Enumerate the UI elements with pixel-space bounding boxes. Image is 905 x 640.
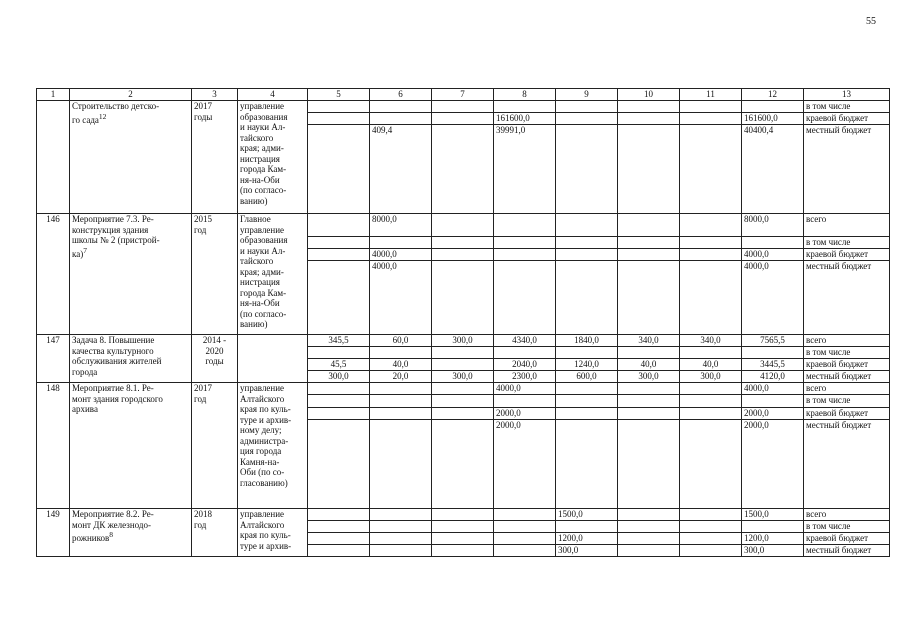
row-number-cell: 148 bbox=[37, 383, 70, 509]
value-cell: 3445,5 bbox=[742, 359, 804, 371]
value-cell: 1200,0 bbox=[742, 533, 804, 545]
value-cell bbox=[494, 261, 556, 335]
funding-source-cell: местный бюджет bbox=[804, 420, 890, 509]
column-numbers-row bbox=[37, 89, 890, 101]
value-cell bbox=[618, 533, 680, 545]
executor-cell: управление Алтайского края по куль- туре и архив- ному делу; администра- ция города Камня-на- Оби (по со- гласованию) bbox=[238, 383, 308, 509]
value-cell bbox=[618, 509, 680, 521]
value-cell bbox=[308, 101, 370, 113]
column-header: 7 bbox=[432, 89, 494, 101]
value-cell: 2000,0 bbox=[742, 420, 804, 509]
measure-name-cell: Строительство детско- го сада$^{12}$ bbox=[70, 101, 192, 214]
row-number-cell: 147 bbox=[37, 335, 70, 383]
value-cell bbox=[618, 521, 680, 533]
value-cell bbox=[432, 347, 494, 359]
column-header: 8 bbox=[494, 89, 556, 101]
column-header: 2 bbox=[70, 89, 192, 101]
executor-cell: управление Алтайского края по куль- туре и архив- bbox=[238, 509, 308, 557]
value-cell: 1840,0 bbox=[556, 335, 618, 347]
value-cell bbox=[742, 521, 804, 533]
years-cell: 2017 год bbox=[192, 383, 238, 509]
value-cell bbox=[494, 533, 556, 545]
column-header: 9 bbox=[556, 89, 618, 101]
value-cell bbox=[494, 237, 556, 249]
value-cell: 60,0 bbox=[370, 335, 432, 347]
column-header: 5 bbox=[308, 89, 370, 101]
value-cell: 4000,0 bbox=[494, 383, 556, 395]
value-cell bbox=[432, 509, 494, 521]
value-cell bbox=[618, 237, 680, 249]
value-cell bbox=[494, 521, 556, 533]
page-number: 55 bbox=[866, 16, 876, 27]
executor-cell: Главное управление образования и науки Ал- тайского края; адми- нистрация города Кам- ня-на-Оби (по согласо- ванию) bbox=[238, 214, 308, 335]
table-row bbox=[37, 383, 890, 395]
funding-source-cell: всего bbox=[804, 383, 890, 395]
value-cell bbox=[308, 533, 370, 545]
value-cell: 4000,0 bbox=[370, 249, 432, 261]
value-cell: 1240,0 bbox=[556, 359, 618, 371]
measure-name-cell: Мероприятие 7.3. Ре- конструкция здания школы № 2 (пристрой- ка)$^7$ bbox=[70, 214, 192, 335]
value-cell: 2040,0 bbox=[494, 359, 556, 371]
funding-source-cell: краевой бюджет bbox=[804, 408, 890, 420]
funding-source-cell: всего bbox=[804, 335, 890, 347]
value-cell bbox=[432, 125, 494, 214]
value-cell bbox=[494, 347, 556, 359]
value-cell bbox=[618, 545, 680, 557]
value-cell bbox=[432, 395, 494, 408]
value-cell: 4340,0 bbox=[494, 335, 556, 347]
value-cell bbox=[432, 214, 494, 237]
column-header: 1 bbox=[37, 89, 70, 101]
funding-source-cell: всего bbox=[804, 509, 890, 521]
value-cell: 40,0 bbox=[680, 359, 742, 371]
value-cell bbox=[308, 237, 370, 249]
value-cell: 1200,0 bbox=[556, 533, 618, 545]
value-cell bbox=[432, 521, 494, 533]
value-cell bbox=[370, 113, 432, 125]
value-cell bbox=[680, 113, 742, 125]
years-cell: 2014 - 2020 годы bbox=[192, 335, 238, 383]
table-row bbox=[37, 335, 890, 347]
value-cell bbox=[308, 521, 370, 533]
value-cell bbox=[618, 101, 680, 113]
value-cell: 40400,4 bbox=[742, 125, 804, 214]
value-cell bbox=[556, 113, 618, 125]
funding-source-cell: всего bbox=[804, 214, 890, 237]
value-cell bbox=[556, 383, 618, 395]
value-cell: 20,0 bbox=[370, 371, 432, 383]
value-cell: 345,5 bbox=[308, 335, 370, 347]
value-cell bbox=[680, 509, 742, 521]
value-cell bbox=[370, 533, 432, 545]
value-cell: 40,0 bbox=[370, 359, 432, 371]
value-cell bbox=[308, 113, 370, 125]
value-cell bbox=[618, 408, 680, 420]
value-cell: 8000,0 bbox=[370, 214, 432, 237]
column-header: 12 bbox=[742, 89, 804, 101]
value-cell: 2300,0 bbox=[494, 371, 556, 383]
value-cell bbox=[742, 347, 804, 359]
value-cell bbox=[680, 420, 742, 509]
value-cell bbox=[680, 408, 742, 420]
funding-source-cell: в том числе bbox=[804, 347, 890, 359]
value-cell bbox=[742, 237, 804, 249]
value-cell bbox=[370, 383, 432, 395]
value-cell bbox=[618, 420, 680, 509]
value-cell bbox=[432, 420, 494, 509]
funding-source-cell: краевой бюджет bbox=[804, 249, 890, 261]
value-cell bbox=[308, 125, 370, 214]
value-cell: 300,0 bbox=[742, 545, 804, 557]
row-number-cell bbox=[37, 101, 70, 214]
value-cell bbox=[308, 347, 370, 359]
value-cell: 4000,0 bbox=[370, 261, 432, 335]
value-cell bbox=[432, 249, 494, 261]
value-cell bbox=[494, 249, 556, 261]
value-cell: 45,5 bbox=[308, 359, 370, 371]
years-cell: 2017 годы bbox=[192, 101, 238, 214]
value-cell bbox=[556, 261, 618, 335]
value-cell bbox=[680, 101, 742, 113]
value-cell bbox=[370, 509, 432, 521]
value-cell: 2000,0 bbox=[742, 408, 804, 420]
funding-source-cell: местный бюджет bbox=[804, 261, 890, 335]
value-cell: 161600,0 bbox=[494, 113, 556, 125]
funding-source-cell: местный бюджет bbox=[804, 371, 890, 383]
funding-source-cell: краевой бюджет bbox=[804, 359, 890, 371]
value-cell bbox=[680, 533, 742, 545]
value-cell bbox=[308, 214, 370, 237]
value-cell: 409,4 bbox=[370, 125, 432, 214]
value-cell: 300,0 bbox=[680, 371, 742, 383]
value-cell bbox=[370, 347, 432, 359]
value-cell: 4120,0 bbox=[742, 371, 804, 383]
value-cell bbox=[432, 545, 494, 557]
value-cell: 600,0 bbox=[556, 371, 618, 383]
executor-cell: управление образования и науки Ал- тайского края; адми- нистрация города Кам- ня-на-Оби (по согласо- ванию) bbox=[238, 101, 308, 214]
measure-name-cell: Задача 8. Повышение качества культурного обслуживания жителей города bbox=[70, 335, 192, 383]
funding-source-cell: в том числе bbox=[804, 101, 890, 113]
value-cell: 4000,0 bbox=[742, 261, 804, 335]
value-cell bbox=[370, 545, 432, 557]
value-cell bbox=[618, 125, 680, 214]
funding-source-cell: местный бюджет bbox=[804, 545, 890, 557]
column-header: 11 bbox=[680, 89, 742, 101]
value-cell bbox=[618, 113, 680, 125]
value-cell: 1500,0 bbox=[742, 509, 804, 521]
value-cell bbox=[680, 395, 742, 408]
value-cell: 2000,0 bbox=[494, 420, 556, 509]
value-cell bbox=[556, 125, 618, 214]
funding-source-cell: в том числе bbox=[804, 521, 890, 533]
value-cell: 340,0 bbox=[618, 335, 680, 347]
value-cell bbox=[432, 359, 494, 371]
value-cell bbox=[618, 395, 680, 408]
table-row bbox=[37, 214, 890, 237]
value-cell bbox=[680, 545, 742, 557]
years-cell: 2018 год bbox=[192, 509, 238, 557]
value-cell bbox=[494, 214, 556, 237]
value-cell bbox=[308, 408, 370, 420]
value-cell bbox=[618, 383, 680, 395]
value-cell: 4000,0 bbox=[742, 249, 804, 261]
value-cell: 161600,0 bbox=[742, 113, 804, 125]
value-cell bbox=[494, 101, 556, 113]
value-cell bbox=[370, 101, 432, 113]
value-cell bbox=[680, 521, 742, 533]
value-cell bbox=[370, 420, 432, 509]
value-cell bbox=[308, 420, 370, 509]
value-cell: 2000,0 bbox=[494, 408, 556, 420]
column-header: 13 bbox=[804, 89, 890, 101]
value-cell: 300,0 bbox=[432, 371, 494, 383]
column-header: 6 bbox=[370, 89, 432, 101]
value-cell bbox=[556, 347, 618, 359]
value-cell bbox=[742, 395, 804, 408]
executor-cell bbox=[238, 335, 308, 383]
value-cell bbox=[556, 101, 618, 113]
value-cell: 40,0 bbox=[618, 359, 680, 371]
value-cell bbox=[308, 383, 370, 395]
value-cell bbox=[618, 347, 680, 359]
value-cell bbox=[308, 261, 370, 335]
value-cell bbox=[680, 249, 742, 261]
value-cell bbox=[618, 261, 680, 335]
value-cell bbox=[308, 509, 370, 521]
value-cell bbox=[370, 395, 432, 408]
column-header: 4 bbox=[238, 89, 308, 101]
years-cell: 2015 год bbox=[192, 214, 238, 335]
value-cell bbox=[618, 249, 680, 261]
value-cell: 4000,0 bbox=[742, 383, 804, 395]
value-cell bbox=[680, 237, 742, 249]
funding-source-cell: в том числе bbox=[804, 237, 890, 249]
value-cell bbox=[432, 261, 494, 335]
value-cell bbox=[308, 395, 370, 408]
funding-source-cell: краевой бюджет bbox=[804, 113, 890, 125]
value-cell bbox=[556, 395, 618, 408]
value-cell bbox=[370, 521, 432, 533]
value-cell bbox=[432, 113, 494, 125]
value-cell bbox=[370, 237, 432, 249]
value-cell bbox=[556, 408, 618, 420]
value-cell: 300,0 bbox=[308, 371, 370, 383]
value-cell bbox=[680, 125, 742, 214]
row-number-cell: 149 bbox=[37, 509, 70, 557]
value-cell bbox=[432, 383, 494, 395]
funding-source-cell: местный бюджет bbox=[804, 125, 890, 214]
value-cell bbox=[680, 261, 742, 335]
value-cell bbox=[556, 420, 618, 509]
value-cell bbox=[432, 533, 494, 545]
table-row bbox=[37, 101, 890, 113]
row-number-cell: 146 bbox=[37, 214, 70, 335]
value-cell bbox=[556, 237, 618, 249]
measure-name-cell: Мероприятие 8.1. Ре- монт здания городского архива bbox=[70, 383, 192, 509]
value-cell bbox=[680, 214, 742, 237]
value-cell: 300,0 bbox=[432, 335, 494, 347]
value-cell: 1500,0 bbox=[556, 509, 618, 521]
value-cell bbox=[432, 237, 494, 249]
value-cell: 300,0 bbox=[618, 371, 680, 383]
value-cell bbox=[308, 249, 370, 261]
value-cell: 7565,5 bbox=[742, 335, 804, 347]
table-row bbox=[37, 509, 890, 521]
column-header: 3 bbox=[192, 89, 238, 101]
value-cell bbox=[370, 408, 432, 420]
value-cell bbox=[494, 509, 556, 521]
budget-table bbox=[36, 88, 890, 557]
value-cell: 8000,0 bbox=[742, 214, 804, 237]
measure-name-cell: Мероприятие 8.2. Ре- монт ДК железнодо- рожников$^8$ bbox=[70, 509, 192, 557]
value-cell: 39991,0 bbox=[494, 125, 556, 214]
funding-source-cell: в том числе bbox=[804, 395, 890, 408]
value-cell bbox=[556, 214, 618, 237]
value-cell bbox=[556, 249, 618, 261]
value-cell bbox=[308, 545, 370, 557]
value-cell bbox=[432, 101, 494, 113]
value-cell bbox=[618, 214, 680, 237]
value-cell bbox=[556, 521, 618, 533]
value-cell: 300,0 bbox=[556, 545, 618, 557]
value-cell: 340,0 bbox=[680, 335, 742, 347]
value-cell bbox=[494, 545, 556, 557]
funding-source-cell: краевой бюджет bbox=[804, 533, 890, 545]
value-cell bbox=[680, 347, 742, 359]
value-cell bbox=[742, 101, 804, 113]
value-cell bbox=[494, 395, 556, 408]
value-cell bbox=[432, 408, 494, 420]
value-cell bbox=[680, 383, 742, 395]
column-header: 10 bbox=[618, 89, 680, 101]
